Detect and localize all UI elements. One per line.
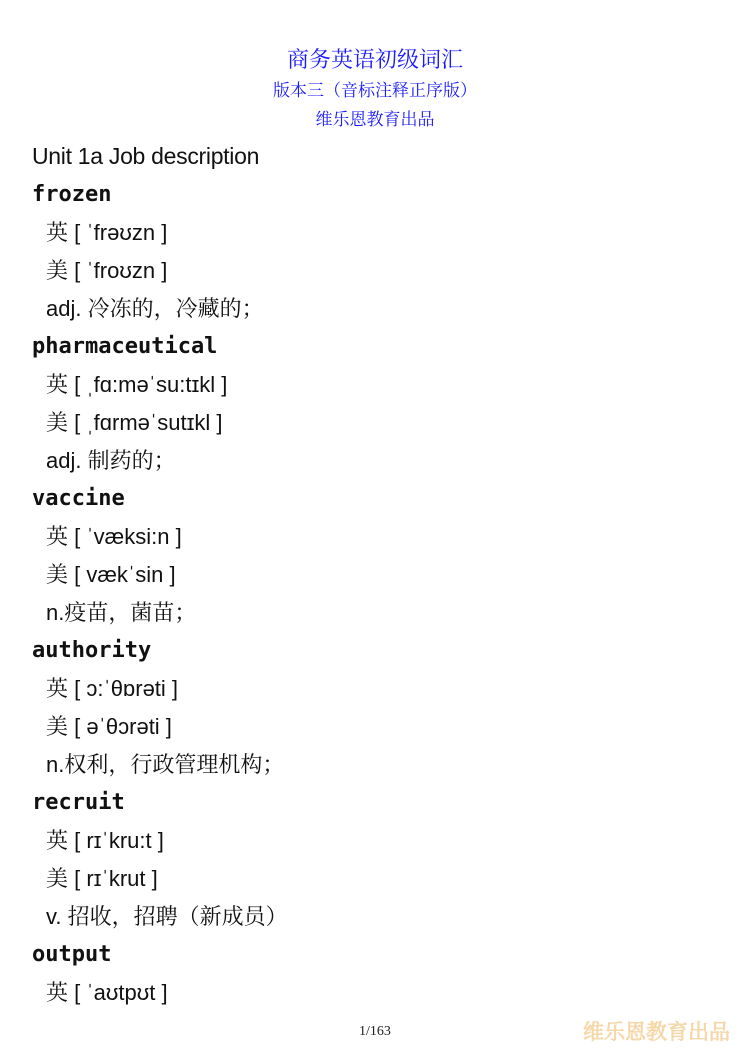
vocab-word: vaccine [32,486,125,511]
us-pronunciation: 美 [ ˈfroʊzn ] [46,258,168,283]
uk-pronunciation: 英 [ ˈvæksi:n ] [46,524,182,549]
uk-pronunciation: 英 [ ɔ:ˈθɒrəti ] [46,676,179,701]
us-pronunciation: 美 [ əˈθɔrəti ] [46,714,172,739]
uk-pronunciation: 英 [ ˈfrəʊzn ] [46,220,168,245]
vocab-word: output [32,942,112,967]
vocab-entry-frozen [0,176,750,328]
us-pronunciation: 美 [ vækˈsin ] [46,562,176,587]
vocab-entry-pharmaceutical [0,328,750,480]
publisher-watermark: 维乐恩教育出品 [583,1020,730,1044]
page-number: 1/163 [359,1024,391,1039]
us-pronunciation: 美 [ ˌfɑrməˈsutɪkl ] [46,410,223,435]
uk-pronunciation: 英 [ ˈaʊtpʊt ] [46,980,168,1005]
vocab-word: recruit [32,790,125,815]
vocab-word: authority [32,638,152,663]
definition: n.权利，行政管理机构； [46,752,285,777]
document-subtitle: 版本三（音标注释正序版） [273,81,477,101]
vocab-entry-authority [0,632,750,784]
vocab-entry-output [0,936,750,1012]
vocab-word: pharmaceutical [32,334,218,359]
us-pronunciation: 美 [ rɪˈkrut ] [46,866,158,891]
vocab-entry-recruit [0,784,750,936]
vocabulary-list [0,176,750,1012]
document-publisher: 维乐恩教育出品 [315,110,435,130]
document-title: 商务英语初级词汇 [286,48,463,73]
unit-heading: Unit 1a Job description [32,143,260,169]
definition: adj. 冷冻的，冷藏的； [46,296,264,321]
definition: v. 招收，招聘（新成员） [46,904,288,929]
uk-pronunciation: 英 [ ˌfɑ:məˈsu:tɪkl ] [46,372,228,397]
uk-pronunciation: 英 [ rɪˈkru:t ] [46,828,164,853]
definition: adj. 制药的； [46,448,176,473]
vocab-word: frozen [32,182,112,207]
vocab-entry-vaccine [0,480,750,632]
definition: n.疫苗，菌苗； [46,600,197,625]
